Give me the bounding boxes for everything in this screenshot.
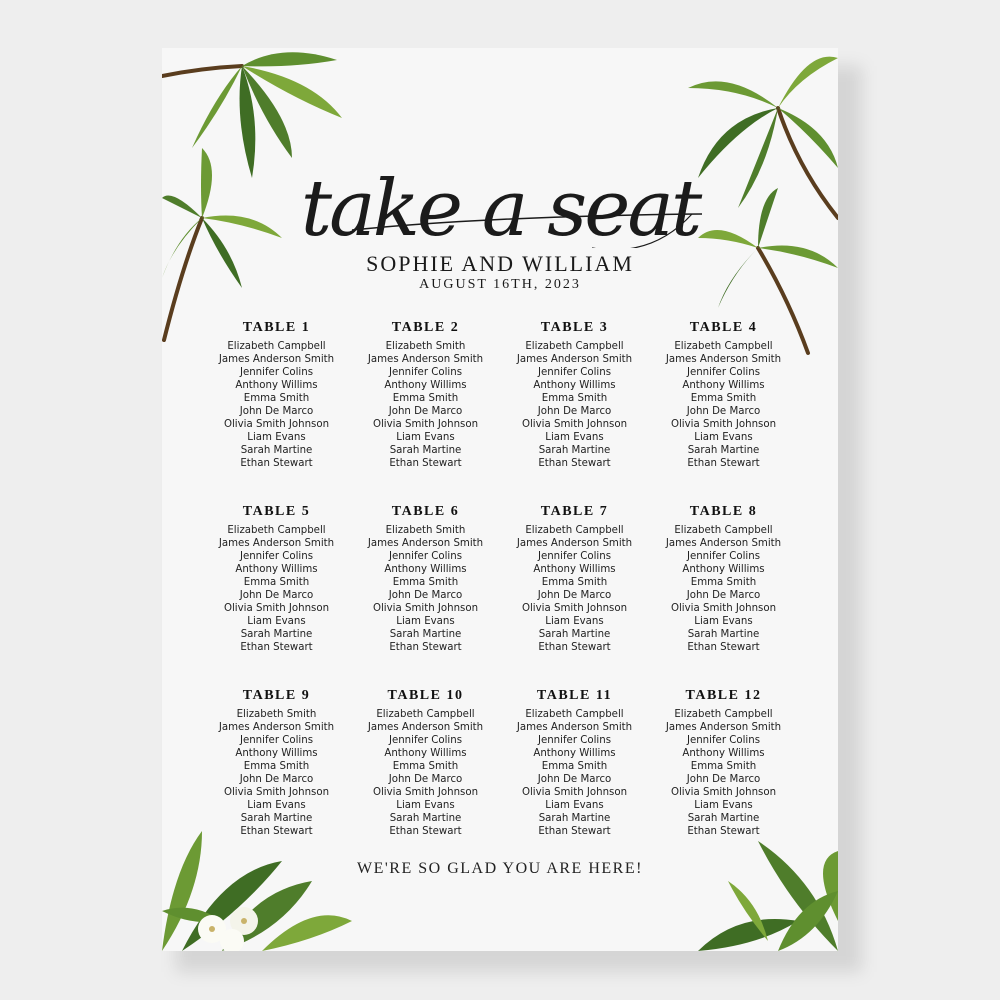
sign-title: take a seat <box>300 164 700 254</box>
guest-name: John De Marco <box>537 590 612 601</box>
guest-name: Elizabeth Campbell <box>674 525 773 536</box>
guest-name: James Anderson Smith <box>665 538 782 549</box>
guest-name: Elizabeth Campbell <box>674 341 773 352</box>
guest-name: Anthony Willims <box>533 380 616 391</box>
guest-name: Liam Evans <box>694 800 753 811</box>
guest-name: Emma Smith <box>690 577 757 588</box>
table-block <box>500 319 649 470</box>
table-block <box>202 319 351 470</box>
guest-name: Emma Smith <box>392 761 459 772</box>
guest-name: Sarah Martine <box>538 813 611 824</box>
guest-name: Anthony Willims <box>682 564 765 575</box>
guest-name: Liam Evans <box>694 432 753 443</box>
guest-name: Ethan Stewart <box>538 642 611 653</box>
guest-name: John De Marco <box>239 406 314 417</box>
guest-name: Liam Evans <box>545 432 604 443</box>
guest-name: Emma Smith <box>392 393 459 404</box>
guest-name: Emma Smith <box>243 577 310 588</box>
table-heading: TABLE 10 <box>387 688 464 703</box>
event-date: AUGUST 16TH, 2023 <box>419 277 581 292</box>
guest-name: Olivia Smith Johnson <box>670 603 777 614</box>
guest-name: Jennifer Colins <box>239 735 314 746</box>
guest-name: Emma Smith <box>541 577 608 588</box>
guest-name: John De Marco <box>239 590 314 601</box>
guest-name: Liam Evans <box>247 616 306 627</box>
guest-name: Anthony Willims <box>682 748 765 759</box>
guest-name: Ethan Stewart <box>389 826 462 837</box>
table-block <box>500 687 649 838</box>
guest-name: Sarah Martine <box>538 629 611 640</box>
guest-name: Emma Smith <box>392 577 459 588</box>
table-heading: TABLE 5 <box>242 504 311 519</box>
guest-name: Jennifer Colins <box>388 735 463 746</box>
table-heading: TABLE 1 <box>242 320 311 335</box>
guest-name: Jennifer Colins <box>537 551 612 562</box>
guest-name: Sarah Martine <box>389 629 462 640</box>
guest-name: Olivia Smith Johnson <box>521 603 628 614</box>
guest-name: James Anderson Smith <box>665 354 782 365</box>
guest-name: Anthony Willims <box>533 564 616 575</box>
guest-name: John De Marco <box>686 774 761 785</box>
couple-names: SOPHIE AND WILLIAM <box>366 251 634 276</box>
tables-grid <box>202 319 798 838</box>
guest-name: Anthony Willims <box>384 564 467 575</box>
guest-name: Emma Smith <box>243 761 310 772</box>
guest-name: Jennifer Colins <box>686 367 761 378</box>
guest-name: Anthony Willims <box>235 380 318 391</box>
guest-name: Elizabeth Smith <box>236 709 317 720</box>
guest-name: Anthony Willims <box>235 748 318 759</box>
guest-name: Emma Smith <box>243 393 310 404</box>
guest-name: Elizabeth Campbell <box>376 709 475 720</box>
guest-name: Liam Evans <box>396 616 455 627</box>
guest-name: John De Marco <box>239 774 314 785</box>
guest-name: Liam Evans <box>247 800 306 811</box>
tropical-leaves-icon <box>698 841 838 951</box>
guest-name: Jennifer Colins <box>388 367 463 378</box>
guest-name: Sarah Martine <box>538 445 611 456</box>
guest-name: Sarah Martine <box>389 813 462 824</box>
guest-name: Emma Smith <box>690 761 757 772</box>
guest-name: James Anderson Smith <box>367 538 484 549</box>
guest-name: Anthony Willims <box>235 564 318 575</box>
guest-name: Jennifer Colins <box>537 367 612 378</box>
guest-name: Emma Smith <box>541 761 608 772</box>
guest-name: John De Marco <box>686 590 761 601</box>
guest-name: Liam Evans <box>247 432 306 443</box>
table-block <box>202 503 351 654</box>
guest-name: James Anderson Smith <box>516 354 633 365</box>
guest-name: John De Marco <box>388 774 463 785</box>
table-heading: TABLE 11 <box>536 688 613 703</box>
guest-name: Liam Evans <box>694 616 753 627</box>
guest-name: Ethan Stewart <box>538 458 611 469</box>
guest-name: John De Marco <box>537 774 612 785</box>
guest-name: Ethan Stewart <box>240 458 313 469</box>
guest-name: Liam Evans <box>396 432 455 443</box>
table-block <box>649 503 798 654</box>
guest-name: Jennifer Colins <box>239 551 314 562</box>
guest-name: Liam Evans <box>545 616 604 627</box>
guest-name: Emma Smith <box>690 393 757 404</box>
table-block <box>202 687 351 838</box>
guest-name: Anthony Willims <box>384 380 467 391</box>
table-block <box>500 503 649 654</box>
guest-name: Jennifer Colins <box>686 551 761 562</box>
guest-name: Olivia Smith Johnson <box>521 419 628 430</box>
guest-name: Jennifer Colins <box>686 735 761 746</box>
guest-name: Olivia Smith Johnson <box>223 419 330 430</box>
guest-name: James Anderson Smith <box>218 354 335 365</box>
guest-name: Olivia Smith Johnson <box>670 419 777 430</box>
guest-name: James Anderson Smith <box>516 538 633 549</box>
guest-name: James Anderson Smith <box>218 722 335 733</box>
guest-name: Elizabeth Campbell <box>227 341 326 352</box>
guest-name: Olivia Smith Johnson <box>223 603 330 614</box>
guest-name: Ethan Stewart <box>687 458 760 469</box>
guest-name: Olivia Smith Johnson <box>670 787 777 798</box>
guest-name: James Anderson Smith <box>516 722 633 733</box>
table-block <box>351 319 500 470</box>
guest-name: Ethan Stewart <box>240 826 313 837</box>
guest-name: Anthony Willims <box>384 748 467 759</box>
table-heading: TABLE 2 <box>391 320 460 335</box>
guest-name: Sarah Martine <box>687 629 760 640</box>
table-heading: TABLE 3 <box>540 320 609 335</box>
table-heading: TABLE 7 <box>540 504 609 519</box>
table-heading: TABLE 8 <box>689 504 758 519</box>
guest-name: Sarah Martine <box>240 445 313 456</box>
guest-name: Sarah Martine <box>389 445 462 456</box>
guest-name: James Anderson Smith <box>665 722 782 733</box>
guest-name: Anthony Willims <box>533 748 616 759</box>
guest-name: Sarah Martine <box>240 629 313 640</box>
guest-name: Elizabeth Campbell <box>227 525 326 536</box>
table-heading: TABLE 9 <box>242 688 311 703</box>
guest-name: Jennifer Colins <box>537 735 612 746</box>
guest-name: Anthony Willims <box>682 380 765 391</box>
guest-name: Elizabeth Campbell <box>674 709 773 720</box>
table-block <box>351 687 500 838</box>
guest-name: John De Marco <box>388 590 463 601</box>
guest-name: Jennifer Colins <box>239 367 314 378</box>
guest-name: Olivia Smith Johnson <box>372 419 479 430</box>
guest-name: Elizabeth Campbell <box>525 709 624 720</box>
guest-name: Liam Evans <box>545 800 604 811</box>
guest-name: Sarah Martine <box>687 813 760 824</box>
guest-name: John De Marco <box>388 406 463 417</box>
guest-name: Ethan Stewart <box>240 642 313 653</box>
tropical-leaves-orchid-icon <box>162 831 352 951</box>
guest-name: Olivia Smith Johnson <box>223 787 330 798</box>
table-heading: TABLE 4 <box>689 320 758 335</box>
guest-name: Ethan Stewart <box>389 642 462 653</box>
table-block <box>351 503 500 654</box>
guest-name: Olivia Smith Johnson <box>372 787 479 798</box>
guest-name: Elizabeth Campbell <box>525 341 624 352</box>
guest-name: Emma Smith <box>541 393 608 404</box>
guest-name: Elizabeth Smith <box>385 341 466 352</box>
seating-chart-board <box>162 48 838 951</box>
guest-name: James Anderson Smith <box>367 354 484 365</box>
guest-name: Sarah Martine <box>240 813 313 824</box>
table-heading: TABLE 6 <box>391 504 460 519</box>
guest-name: Jennifer Colins <box>388 551 463 562</box>
footer-message: WE'RE SO GLAD YOU ARE HERE! <box>357 860 643 877</box>
guest-name: James Anderson Smith <box>367 722 484 733</box>
guest-name: James Anderson Smith <box>218 538 335 549</box>
table-heading: TABLE 12 <box>685 688 762 703</box>
guest-name: Ethan Stewart <box>538 826 611 837</box>
guest-name: Liam Evans <box>396 800 455 811</box>
guest-name: John De Marco <box>686 406 761 417</box>
guest-name: Elizabeth Campbell <box>525 525 624 536</box>
guest-name: Olivia Smith Johnson <box>521 787 628 798</box>
guest-name: Ethan Stewart <box>687 642 760 653</box>
guest-name: Sarah Martine <box>687 445 760 456</box>
table-block <box>649 319 798 470</box>
table-block <box>649 687 798 838</box>
guest-name: Ethan Stewart <box>389 458 462 469</box>
guest-name: Olivia Smith Johnson <box>372 603 479 614</box>
guest-name: John De Marco <box>537 406 612 417</box>
guest-name: Ethan Stewart <box>687 826 760 837</box>
guest-name: Elizabeth Smith <box>385 525 466 536</box>
